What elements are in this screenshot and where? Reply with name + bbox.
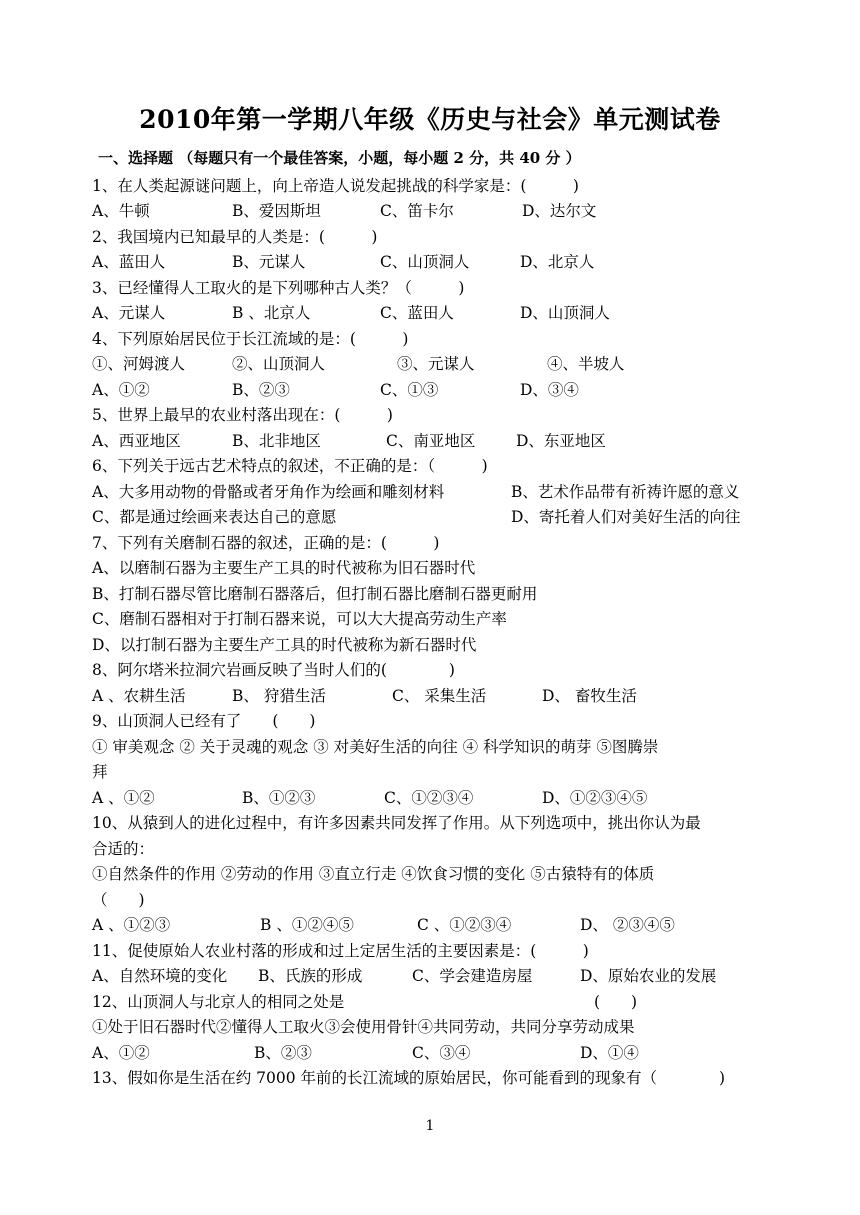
option-text: ( ) — [594, 993, 638, 1011]
option-text: B 、北京人 — [232, 304, 311, 322]
page-title: 2010年第一学期八年级《历史与社会》单元测试卷 — [139, 105, 721, 134]
line-text: C、都是通过绘画来表达自己的意愿 — [92, 508, 337, 526]
option-text: D、东亚地区 — [516, 432, 606, 450]
line-text: A、大多用动物的骨骼或者牙角作为绘画和雕刻材料 — [92, 483, 445, 501]
line-text: ①自然条件的作用 ②劳动的作用 ③直立行走 ④饮食习惯的变化 ⑤古猿特有的体质 — [92, 865, 655, 883]
option-text: C、③④ — [412, 1044, 471, 1062]
line-text: 12、山顶洞人与北京人的相同之处是 — [92, 993, 345, 1011]
line-text: ① 审美观念 ② 关于灵魂的观念 ③ 对美好生活的向往 ④ 科学知识的萌芽 ⑤图腾崇 — [92, 738, 659, 756]
option-text: C、山顶洞人 — [380, 253, 470, 271]
line-text: A 、农耕生活 — [92, 687, 186, 705]
option-text: ②、山顶洞人 — [232, 355, 326, 373]
line-text: 2、我国境内已知最早的人类是：( ) — [92, 228, 378, 246]
option-text: B、艺术作品带有祈祷许愿的意义 — [511, 483, 740, 501]
option-text: C、 采集生活 — [392, 687, 487, 705]
line-text: A 、①②③ — [92, 916, 171, 934]
option-text: D、寄托着人们对美好生活的向往 — [511, 508, 741, 526]
section-heading: 一、选择题 （每题只有一个最佳答案，小题，每小题 2 分，共 40 分 ） — [98, 149, 581, 167]
line-text: A 、①② — [92, 789, 155, 807]
line-text: A、元谋人 — [92, 304, 166, 322]
option-text: B、①②③ — [242, 789, 316, 807]
line-text: C、磨制石器相对于打制石器来说，可以大大提高劳动生产率 — [92, 610, 507, 628]
line-text: B、打制石器尽管比磨制石器落后，但打制石器比磨制石器更耐用 — [92, 585, 538, 603]
line-text: ①、河姆渡人 — [92, 355, 186, 373]
option-text: D、 畜牧生活 — [542, 687, 637, 705]
option-text: D、达尔文 — [522, 202, 597, 220]
option-text: D、山顶洞人 — [520, 304, 610, 322]
option-text: C 、①②③④ — [417, 916, 512, 934]
option-text: B、爱因斯坦 — [232, 202, 321, 220]
option-text: D、③④ — [520, 381, 579, 399]
option-text: D、①②③④⑤ — [542, 789, 648, 807]
option-text: B 、①②④⑤ — [260, 916, 354, 934]
line-text: A、牛顿 — [92, 202, 150, 220]
line-text: A、以磨制石器为主要生产工具的时代被称为旧石器时代 — [92, 559, 476, 577]
line-text: 11、促使原始人农业村落的形成和过上定居生活的主要因素是：( ) — [92, 942, 589, 960]
line-text: 4、下列原始居民位于长江流域的是：( ) — [92, 330, 409, 348]
line-text: ①处于旧石器时代②懂得人工取火③会使用骨针④共同劳动，共同分享劳动成果 — [92, 1018, 635, 1036]
option-text: B、②③ — [232, 381, 290, 399]
line-text: 1、在人类起源谜问题上，向上帝造人说发起挑战的科学家是：( ) — [92, 177, 579, 195]
option-text: D、①④ — [580, 1044, 639, 1062]
line-text: A、自然环境的变化 — [92, 967, 228, 985]
option-text: C、笛卡尔 — [380, 202, 454, 220]
option-text: B、②③ — [254, 1044, 312, 1062]
option-text: B、 狩猎生活 — [232, 687, 326, 705]
page-number: 1 — [425, 1118, 435, 1134]
line-text: 8、阿尔塔米拉洞穴岩画反映了当时人们的( ) — [92, 661, 455, 679]
option-text: D、原始农业的发展 — [580, 967, 717, 985]
option-text: C、①②③④ — [384, 789, 474, 807]
option-text: C、①③ — [380, 381, 439, 399]
line-text: 6、下列关于远古艺术特点的叙述，不正确的是：（ ) — [92, 457, 488, 475]
line-text: D、以打制石器为主要生产工具的时代被称为新石器时代 — [92, 636, 477, 654]
line-text: A、西亚地区 — [92, 432, 181, 450]
option-text: ④、半坡人 — [547, 355, 625, 373]
option-text: C、蓝田人 — [380, 304, 454, 322]
option-text: B、氏族的形成 — [258, 967, 363, 985]
line-text: A、①② — [92, 1044, 150, 1062]
option-text: D、北京人 — [520, 253, 595, 271]
line-text: 5、世界上最早的农业村落出现在：( ) — [92, 406, 393, 424]
option-text: C、学会建造房屋 — [412, 967, 533, 985]
option-text: B、北非地区 — [232, 432, 321, 450]
option-text: C、南亚地区 — [386, 432, 476, 450]
line-text: 7、下列有关磨制石器的叙述，正确的是：( ) — [92, 534, 440, 552]
line-text: A、①② — [92, 381, 150, 399]
option-text: B、元谋人 — [232, 253, 306, 271]
option-text: D、 ②③④⑤ — [580, 916, 675, 934]
option-text: ③、元谋人 — [397, 355, 475, 373]
line-text: 拜 — [92, 763, 108, 781]
line-text: 9、山顶洞人已经有了 ( ) — [92, 712, 316, 730]
line-text: 合适的： — [92, 840, 155, 858]
line-text: 13、假如你是生活在约 7000 年前的长江流域的原始居民，你可能看到的现象有（ ) — [92, 1069, 726, 1087]
line-text: （ ) — [92, 891, 145, 909]
line-text: 3、已经懂得人工取火的是下列哪种古人类？（ ) — [92, 279, 465, 297]
line-text: 10、从猿到人的进化过程中，有许多因素共同发挥了作用。从下列选项中，挑出你认为最 — [92, 814, 701, 832]
line-text: A、蓝田人 — [92, 253, 166, 271]
